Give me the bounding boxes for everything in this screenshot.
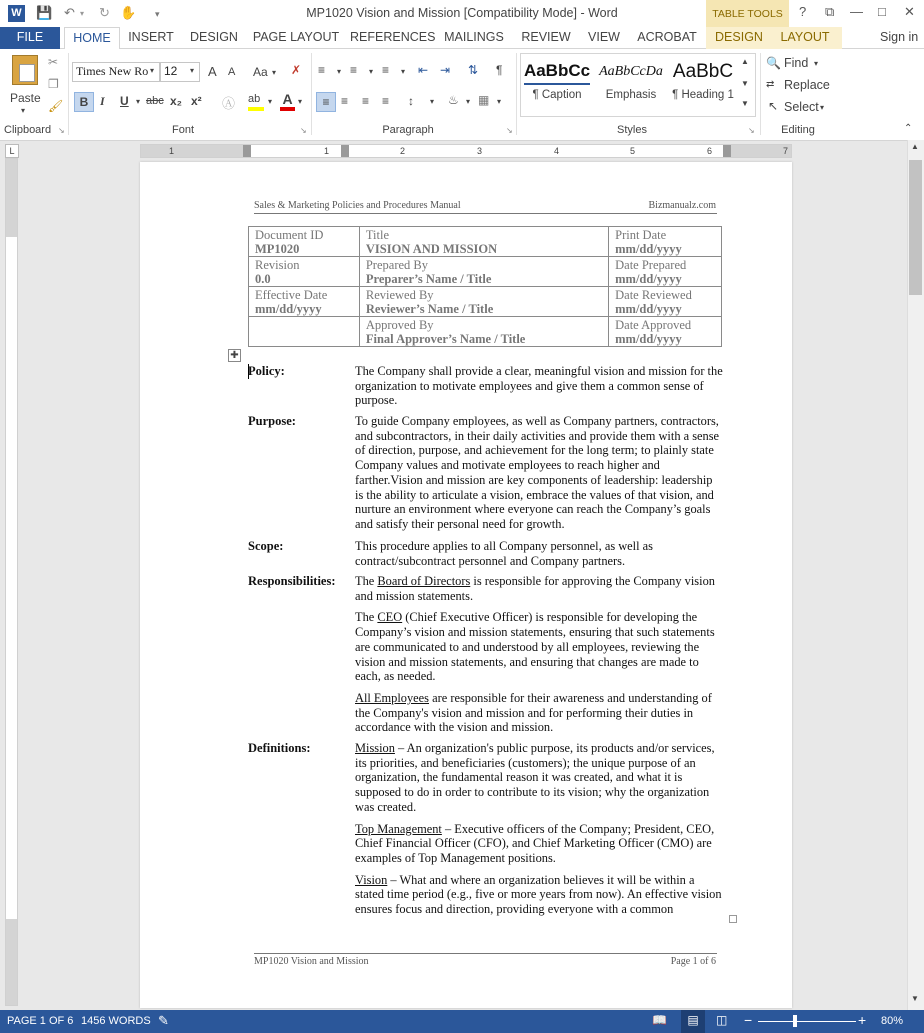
line-spacing-icon[interactable]: ↕ [408,94,414,108]
italic-button[interactable]: I [100,94,105,108]
undo-dropdown-icon[interactable]: ▾ [80,9,85,18]
ribbon-divider [68,53,69,135]
footer-page-number: Page 1 of 6 [670,956,716,967]
def-mission-text: – An organization's public purpose, its products and/or services, its priorities, and beneficiaries (customers); the unique purpose of an organization, the fundamental reason it was created, and what it is supposed to do in order to contribute to its vision; why the organization was created. [355,741,715,814]
shading-icon[interactable]: ♨ [448,93,459,107]
scroll-up-icon[interactable]: ▲ [911,142,919,151]
scope-paragraph: This procedure applies to all Company personnel, as well as contract/subcontract personnel and Company partners. [355,539,653,568]
meta-value: mm/dd/yyyy [255,302,322,316]
meta-label: Approved By [365,318,434,332]
style-caption[interactable] [522,61,592,101]
meta-value: VISION AND MISSION [365,242,498,256]
resp-ceo-text: (Chief Executive Officer) is responsible for developing the Company’s vision and mission statements, ensuring that such statements are communicated to and understood by all employees, reviewing the vision and mission statements, and ensuring that changes are made to each, as needed. [355,610,715,684]
term-board-of-directors: Board of Directors [377,574,471,588]
font-family-dropdown-icon[interactable]: ▾ [150,66,155,75]
header-rule [254,213,717,214]
ribbon [0,49,924,141]
paragraph-launcher-icon[interactable]: ↘ [506,126,513,135]
indent-marker-icon[interactable] [243,145,251,157]
ruler-selector-icon[interactable]: L [5,144,19,158]
policy-text [355,364,723,415]
tab-view[interactable]: VIEW [588,30,620,44]
find-dropdown-icon[interactable]: ▾ [814,59,819,68]
scrollbar-thumb[interactable] [909,160,922,295]
borders-dropdown-icon[interactable]: ▾ [497,97,502,106]
definition-vision [355,873,723,917]
replace-button[interactable]: Replace [784,78,830,92]
restore-button[interactable]: □ [878,4,886,19]
style-emphasis-name: Emphasis [605,89,657,101]
ruler-number: 6 [707,146,713,156]
font-color-dropdown-icon[interactable]: ▾ [298,97,303,106]
change-case-dropdown-icon[interactable]: ▾ [272,68,277,77]
scope-heading: Scope: [248,539,284,553]
change-case-button[interactable]: Aa [253,65,268,79]
table-cell[interactable] [359,287,608,317]
close-button[interactable]: ✕ [904,4,915,19]
font-family-box[interactable] [72,62,160,82]
style-emphasis-sample: AaBbCcDa [599,64,663,79]
window-title: MP1020 Vision and Mission [Compatibility Mode] - Word [306,6,618,20]
select-dropdown-icon[interactable]: ▾ [820,103,825,112]
table-row [249,227,722,257]
help-button[interactable]: ? [799,4,807,19]
grow-font-icon[interactable]: A [208,64,217,79]
table-cell[interactable] [609,257,722,287]
justify-icon[interactable]: ≡ [382,94,390,108]
meta-label: Print Date [615,228,667,242]
term-ceo: CEO [377,610,403,625]
meta-value: Preparer’s Name / Title [365,272,492,286]
font-launcher-icon[interactable]: ↘ [300,126,307,135]
table-row [249,257,722,287]
ruler-number: 3 [477,146,483,156]
style-caption-sample: AaBbCc [524,61,590,85]
proofing-icon[interactable]: ✎ [158,1013,169,1028]
ruler-number: 7 [783,146,789,156]
horizontal-ruler[interactable] [140,144,792,158]
purpose-paragraph: To guide Company employees, as well as Company partners, contractors, and subcontractors, in their daily activities and provide them with a sense of direction, purpose, and achievement for the long term; to plainly state Company values and motivate employees to reach higher and farther.Vision and mission are key components of leadership: leadership is the ability to articulate a vision, embrace the values of that vision, and nurture an environment where everyone can reach the Company’s goals and satisfy their personal need for growth. [355,414,720,531]
table-cell[interactable] [359,257,608,287]
meta-value: mm/dd/yyyy [615,272,682,286]
underline-button[interactable]: U [120,94,129,108]
collapse-ribbon-icon[interactable]: ⌃ [904,123,913,134]
table-cell[interactable] [249,257,360,287]
styles-scroll-up-icon[interactable]: ▲ [741,57,749,66]
word-logo-icon[interactable]: W [8,5,25,22]
table-row [249,287,722,317]
meta-value: mm/dd/yyyy [615,242,682,256]
tab-references[interactable]: REFERENCES [350,30,436,44]
replace-icon[interactable]: ⇄ [766,79,775,90]
numbering-dropdown-icon[interactable]: ▾ [369,67,374,76]
meta-label: Date Approved [615,318,692,332]
save-icon[interactable]: 💾 [36,5,53,20]
footer-rule [254,953,717,954]
ribbon-display-options-icon[interactable]: ⧉ [825,4,835,19]
clipboard-launcher-icon[interactable]: ↘ [58,126,65,135]
align-right-icon[interactable]: ≡ [362,94,370,108]
term-top-management: Top Management [355,821,442,836]
align-center-icon[interactable]: ≡ [341,94,349,108]
ribbon-divider [311,53,312,135]
style-caption-name: ¶ Caption [532,89,582,101]
sort-icon[interactable]: ⇅ [468,63,479,77]
word-count[interactable]: 1456 WORDS [81,1015,151,1027]
ruler-number: 1 [169,146,175,156]
superscript-button[interactable]: x² [191,94,202,108]
definition-top-management [355,822,723,866]
resp-prefix: The [355,574,378,588]
zoom-out-button[interactable]: − [744,1012,753,1028]
header-manual-title: Sales & Marketing Policies and Procedures Manual [254,200,461,211]
meta-label: Date Prepared [615,258,687,272]
styles-scroll-down-icon[interactable]: ▼ [741,79,749,88]
responsibility-ceo [355,610,723,684]
editing-group-label: Editing [781,124,815,136]
paste-icon[interactable] [12,55,38,85]
document-metadata-table[interactable] [248,226,722,347]
ribbon-divider [760,53,761,135]
minimize-button[interactable]: — [850,4,863,19]
bullets-icon[interactable]: ≡ [318,63,326,77]
responsibilities-heading: Responsibilities: [248,574,336,588]
decrease-indent-icon[interactable]: ⇤ [418,63,429,77]
select-button[interactable]: Select [784,100,819,114]
ribbon-divider [516,53,517,135]
zoom-level[interactable]: 80% [881,1015,904,1027]
format-painter-icon[interactable]: 🖌 [48,99,64,113]
read-mode-icon[interactable]: 📖 [652,1013,667,1027]
styles-more-icon[interactable]: ▼ [741,99,749,108]
tab-file[interactable]: FILE [0,27,60,49]
definitions-text [355,741,723,924]
line-spacing-dropdown-icon[interactable]: ▾ [430,97,435,106]
meta-value: mm/dd/yyyy [615,302,682,316]
policy-paragraph: The Company shall provide a clear, meaningful vision and mission for the organization to motivate employees and give them a common sense of purpose. [355,364,723,408]
header-site: Bizmanualz.com [648,200,716,211]
scroll-down-icon[interactable]: ▼ [911,994,919,1003]
ruler-number: 5 [630,146,636,156]
table-cell[interactable] [609,227,722,257]
shading-dropdown-icon[interactable]: ▾ [466,97,471,106]
show-formatting-icon[interactable]: ¶ [496,63,503,77]
print-layout-icon[interactable]: ▤ [681,1010,705,1033]
shrink-font-icon[interactable]: A [228,66,236,78]
tab-design[interactable]: DESIGN [190,30,238,44]
bullets-dropdown-icon[interactable]: ▾ [337,67,342,76]
styles-launcher-icon[interactable]: ↘ [748,126,755,135]
table-cell[interactable] [249,317,360,347]
meta-value: 0.0 [255,272,271,286]
policy-heading: Policy: [248,364,285,378]
font-size-dropdown-icon[interactable]: ▾ [190,66,195,75]
table-cell[interactable] [359,227,608,257]
meta-label: Reviewed By [365,288,434,302]
zoom-slider[interactable] [758,1021,856,1022]
meta-label: Prepared By [365,258,428,272]
term-mission: Mission [355,741,395,755]
table-tools-label: TABLE TOOLS [706,0,789,27]
cut-icon[interactable]: ✂ [48,55,59,69]
paste-button[interactable]: Paste [10,91,41,105]
responsibility-board [355,574,723,603]
find-icon[interactable]: 🔍 [766,56,781,70]
meta-label: Effective Date [255,288,328,302]
tab-review[interactable]: REVIEW [521,30,571,44]
paragraph-group-label: Paragraph [382,124,434,136]
clear-formatting-icon[interactable]: ✗ [291,63,302,77]
table-cell[interactable] [609,287,722,317]
status-bar [0,1010,924,1033]
ruler-number: 2 [400,146,406,156]
multilevel-dropdown-icon[interactable]: ▾ [401,67,406,76]
ruler-right-margin [727,145,791,157]
text-highlight-icon[interactable]: ab [248,93,264,111]
zoom-slider-thumb[interactable] [793,1015,797,1027]
ribbon-tabs [0,27,924,49]
ruler-number: 4 [554,146,560,156]
customize-toolbar-icon[interactable]: ▾ [155,9,160,19]
subscript-button[interactable]: x₂ [170,94,183,108]
resp-prefix: The [355,610,378,625]
scope-text [355,539,723,575]
ruler-text-area [249,145,727,157]
responsibility-employees [355,691,723,735]
meta-value: Reviewer’s Name / Title [365,302,494,316]
underline-dropdown-icon[interactable]: ▾ [136,97,141,106]
table-cell[interactable] [609,317,722,347]
style-heading-1-sample: AaBbC [672,61,734,82]
tab-acrobat[interactable]: ACROBAT [637,30,697,44]
table-cell[interactable] [359,317,608,347]
bold-button[interactable]: B [74,92,94,112]
font-color-icon[interactable]: A [280,91,295,111]
page-count[interactable]: PAGE 1 OF 6 [7,1015,74,1027]
purpose-text [355,414,723,539]
resp-board-text: is responsible for approving the Company vision and mission statements. [355,574,715,603]
tab-insert[interactable]: INSERT [128,30,174,44]
tab-mailings[interactable]: MAILINGS [444,30,504,44]
tab-table-design[interactable]: DESIGN [715,30,763,44]
meta-label: Document ID [255,228,324,242]
paste-dropdown-icon[interactable]: ▾ [21,106,26,115]
style-heading-1[interactable] [668,61,738,101]
select-icon[interactable]: ↖ [768,99,779,113]
column-marker-icon[interactable] [723,145,731,157]
font-size-value: 12 [164,64,178,78]
column-marker-icon[interactable] [341,145,349,157]
meta-value: mm/dd/yyyy [615,332,682,346]
style-heading-1-name: ¶ Heading 1 [672,89,734,101]
web-layout-icon[interactable]: ◫ [716,1013,728,1027]
ruler-top-margin [6,159,17,237]
sign-in-link[interactable]: Sign in [880,30,919,44]
purpose-heading: Purpose: [248,414,296,428]
zoom-in-button[interactable]: + [858,1012,867,1028]
meta-value: Final Approver’s Name / Title [365,332,526,346]
ruler-number: 1 [324,146,330,156]
meta-label: Revision [255,258,300,272]
copy-icon[interactable]: ❐ [48,77,59,91]
style-emphasis[interactable] [596,61,666,101]
term-all-employees: All Employees [355,690,429,705]
table-cell[interactable] [249,287,360,317]
ruler-left-margin [141,145,249,157]
tab-page-layout[interactable]: PAGE LAYOUT [252,30,340,44]
table-resize-handle-icon[interactable] [729,915,737,923]
table-cell[interactable] [249,227,360,257]
highlight-dropdown-icon[interactable]: ▾ [268,97,273,106]
ruler-bottom-margin [6,919,17,1005]
definition-mission [355,741,723,815]
table-row [249,317,722,347]
increase-indent-icon[interactable]: ⇥ [440,63,451,77]
numbering-icon[interactable]: ≡ [350,63,358,77]
text-effects-icon[interactable]: Ⓐ [222,96,236,111]
borders-icon[interactable]: ▦ [478,93,490,107]
font-family-value: Times New Ro [76,64,149,78]
tab-table-layout[interactable]: LAYOUT [780,30,830,44]
table-move-handle-icon[interactable]: ✚ [228,349,241,362]
tab-home[interactable]: HOME [64,27,120,50]
resp-employees-text: are responsible for their awareness and understanding of the Company's vision and mission and for performing their duties in accordance with the vision and mission. [355,690,712,735]
title-bar [0,0,924,27]
def-vision-text: – What and where an organization believes it will be within a stated time period (e.g., five or more years from now). An effective vision ensures focus and direction, providing everyone with a common [355,872,722,917]
align-left-button[interactable]: ≡ [316,92,336,112]
redo-icon[interactable]: ↻ [99,5,110,20]
footer-document-name: MP1020 Vision and Mission [254,956,369,967]
multilevel-list-icon[interactable]: ≡ [382,63,390,77]
touch-mode-icon[interactable]: ✋ [120,5,137,20]
meta-label: Title [365,228,390,242]
undo-icon[interactable]: ↶ [64,5,75,20]
def-top-management-text: – Executive officers of the Company; President, CEO, Chief Financial Officer (CFO), and Chief Marketing Officer (CMO) are examples of Top Management positions. [355,821,715,865]
meta-label: Date Reviewed [615,288,692,302]
styles-group-label: Styles [617,124,647,136]
font-group-label: Font [171,124,194,136]
vertical-ruler[interactable] [5,158,18,1006]
strikethrough-button[interactable]: abc [146,95,164,107]
term-vision: Vision [355,872,388,887]
responsibilities-text [355,574,723,742]
clipboard-group-label: Clipboard [4,124,52,136]
definitions-heading: Definitions: [248,741,311,755]
meta-value: MP1020 [255,242,300,256]
find-button[interactable]: Find [784,56,809,70]
